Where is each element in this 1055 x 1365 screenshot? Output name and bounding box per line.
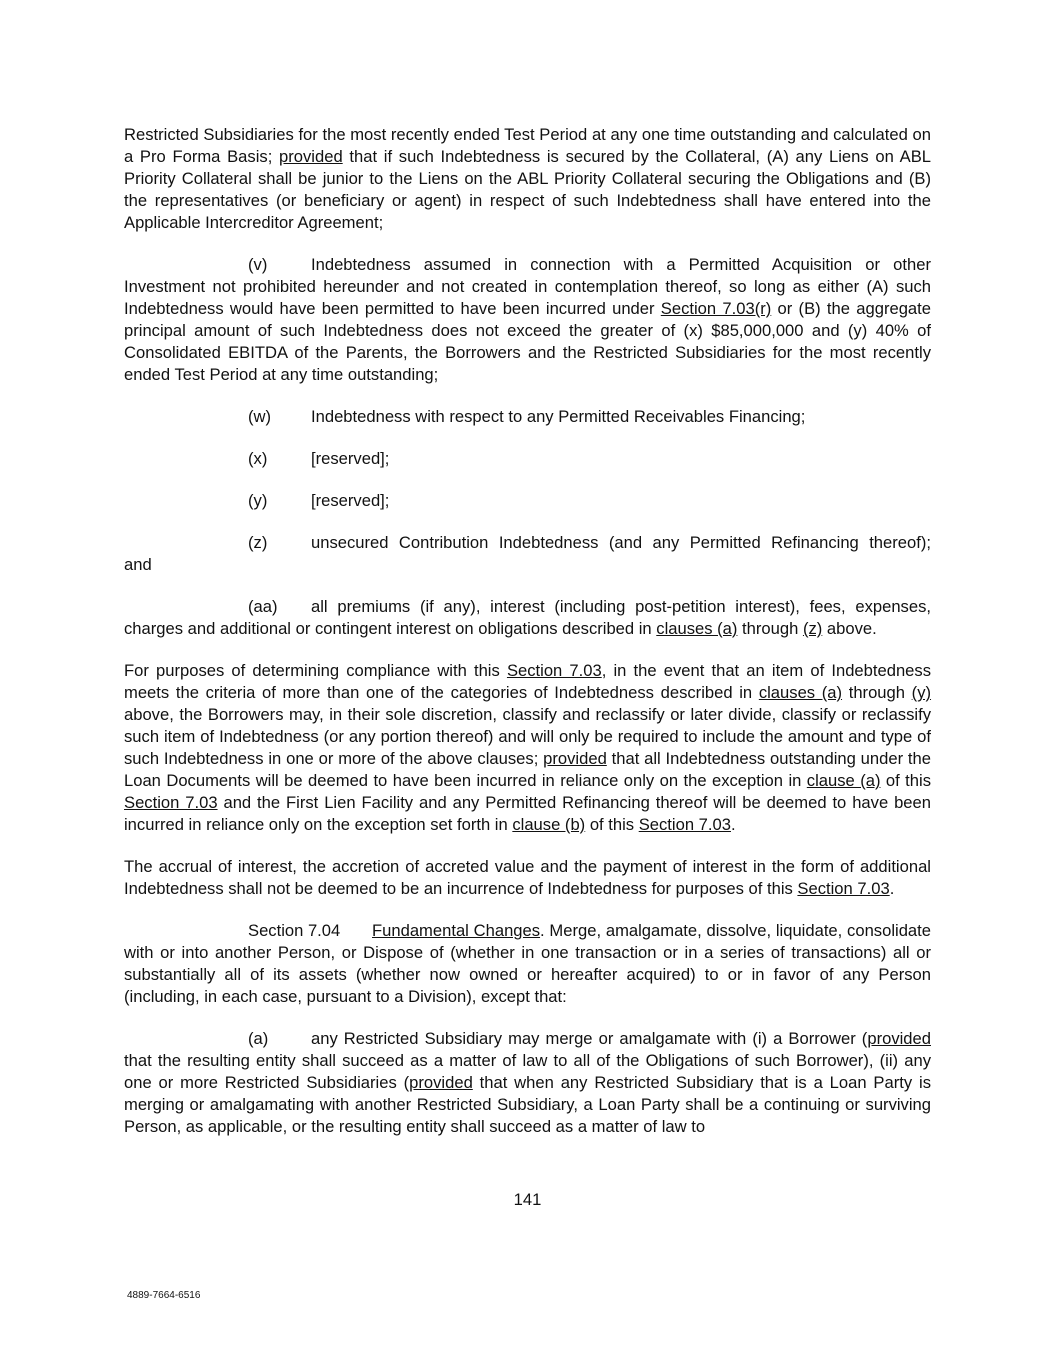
clause-reference: (y) xyxy=(911,683,932,702)
clause-reference: clauses (a) xyxy=(758,683,843,702)
document-id: 4889-7664-6516 xyxy=(127,1290,201,1301)
clause-z-conjunction: and xyxy=(124,555,152,574)
section-reference: Section 7.03(r) xyxy=(660,299,772,318)
clause-w: (w) Indebtedness with respect to any Permitted Receivables Financing; xyxy=(248,407,806,426)
provided-term: provided xyxy=(543,749,607,768)
paragraph-accrual: The accrual of interest, the accretion of accreted value and the payment of interest in the form of additional Indebtedness shall not be deemed to be an incurrence of Indebtedness for purposes of this Section 7.03. xyxy=(124,857,931,898)
clause-aa: (aa) all premiums (if any), interest (including post-petition interest), fees, expenses, charges and additional or contingent interest on obligations described in clauses (a) through (z) above. xyxy=(124,597,931,638)
clause-label: (a) xyxy=(248,1029,269,1048)
section-reference: Section 7.03 xyxy=(506,661,602,680)
page-number: 141 xyxy=(513,1190,542,1209)
clause-v: (v) Indebtedness assumed in connection with a Permitted Acquisition or other Investment not prohibited hereunder and not created in contemplation thereof, so long as either (A) such Indebtedness would have been permitted to have been incurred under Section 7.03(r) or (B) the aggregate principal amount of such Indebtedness does not exceed the greater of (x) $85,000,000 and (y) 40% of Consolidated EBITDA of the Parents, the Borrowers and the Restricted Subsidiaries for the most recently ended Test Period at any time outstanding; xyxy=(124,255,931,384)
clause-y: (y) [reserved]; xyxy=(248,491,390,510)
clause-label: (aa) xyxy=(248,597,278,616)
section-heading: Fundamental Changes xyxy=(372,921,541,940)
section-reference: Section 7.03 xyxy=(638,815,731,834)
section-7-04: Section 7.04 Fundamental Changes. Merge, amalgamate, dissolve, liquidate, consolidate with or into another Person, or Dispose of (whether in one transaction or in a series of transactions) all or substantially all of its assets (whether now owned or hereafter acquired) to or in favor of any Person (including, in each case, pursuant to a Division), except that: xyxy=(124,921,931,1006)
clause-reference: clause (a) xyxy=(806,771,881,790)
provided-term: provided xyxy=(867,1029,931,1048)
clause-reference: clause (b) xyxy=(512,815,586,834)
clause-z: (z) unsecured Contribution Indebtedness (and any Permitted Refinancing thereof); and xyxy=(124,533,931,574)
provided-term: provided xyxy=(279,147,343,166)
section-reference: Section 7.03 xyxy=(124,793,218,812)
paragraph-purposes: For purposes of determining compliance with this Section 7.03, in the event that an item of Indebtedness meets the criteria of more than one of the categories of Indebtedness described in clauses (a) through (y) above, the Borrowers may, in their sole discretion, classify and reclassify or later divide, classify or reclassify such item of Indebtedness (or any portion thereof) and will only be required to include the amount and type of such Indebtedness in one or more of the above clauses; provided that all Indebtedness outstanding under the Loan Documents will be deemed to have been incurred in reliance only on the exception in clause (a) of this Section 7.03 and the First Lien Facility and any Permitted Refinancing thereof will be deemed to have been incurred in reliance only on the exception set forth in clause (b) of this Section 7.03. xyxy=(124,661,932,834)
clause-label: (x) xyxy=(248,449,268,468)
provided-term: provided xyxy=(409,1073,473,1092)
clause-reference: (z) xyxy=(802,619,823,638)
paragraph-continuation: Restricted Subsidiaries for the most recently ended Test Period at any one time outstanding and calculated on a Pro Forma Basis; provided that if such Indebtedness is secured by the Collateral, (A) any Liens on ABL Priority Collateral shall be junior to the Liens on the ABL Priority Collateral securing the Obligations and (B) the representatives (or beneficiary or agent) in respect of such Indebtedness shall have entered into the Applicable Intercreditor Agreement; xyxy=(124,125,931,232)
clause-label: (z) xyxy=(248,533,268,552)
clause-x: (x) [reserved]; xyxy=(248,449,390,468)
clause-label: (v) xyxy=(248,255,268,274)
section-number: Section 7.04 xyxy=(248,921,341,940)
clause-a: (a) any Restricted Subsidiary may merge or amalgamate with (i) a Borrower (provided that the resulting entity shall succeed as a matter of law to all of the Obligations of such Borrower), (ii) any one or more Restricted Subsidiaries (provided that when any Restricted Subsidiary that is a Loan Party is merging or amalgamating with another Restricted Subsidiary, a Loan Party shall be a continuing or surviving Person, as applicable, or the resulting entity shall succeed as a matter of law to xyxy=(124,1029,931,1136)
clause-reference: clauses (a) xyxy=(656,619,738,638)
clause-label: (y) xyxy=(248,491,268,510)
clause-label: (w) xyxy=(248,407,272,426)
document-body xyxy=(124,124,931,1138)
section-reference: Section 7.03 xyxy=(797,879,890,898)
